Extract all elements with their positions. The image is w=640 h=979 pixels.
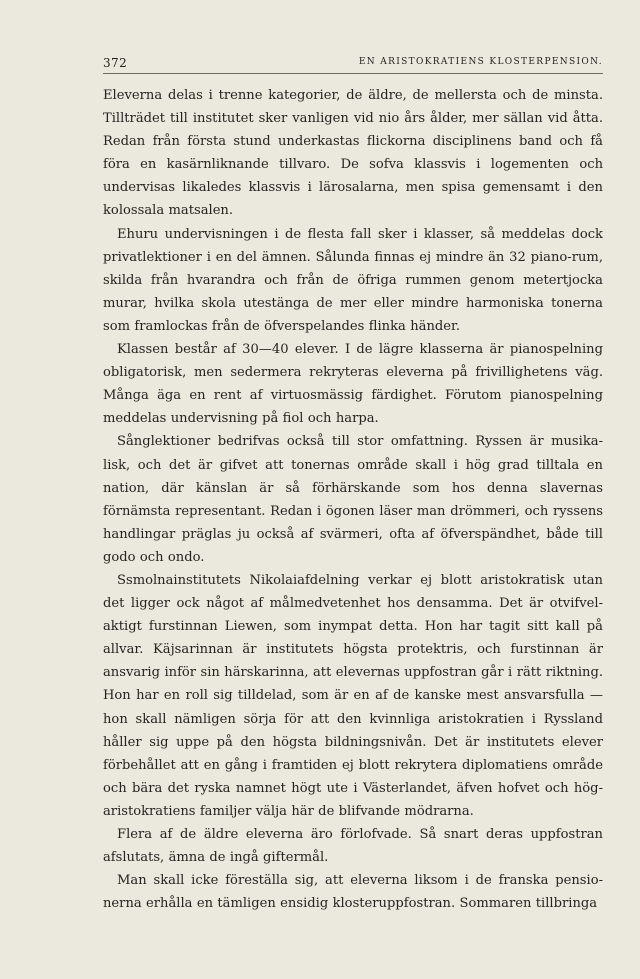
paragraph-1: Eleverna delas i trenne kategorier, de äldre, de mellersta och de minsta. Tillträdet till institutet sker vanligen vid nio års ålder, mer sällan vid åtta. Redan från första stund underkastas flickorna disciplinens band och få föra en kasärnliknande tillvaro. De sofva klassvis i logementen och undervisas likaledes klassvis i lärosalarna, men spisa gemensamt i den kolossala matsalen. [103, 88, 603, 219]
body-text [103, 84, 603, 915]
page-header [103, 53, 603, 74]
page-number: 372 [103, 56, 128, 70]
running-title: EN ARISTOKRATIENS KLOSTERPENSION. [358, 57, 603, 67]
paragraph-5: Ssmolnainstitutets Nikolaiafdelning verkar ej blott aristokratisk utan det ligger ock något af målmedvetenhet hos densamma. Det är otvifvel-aktigt furstinnan Liewen, som inympat detta. Hon har tagit sitt kall på allvar. Käjsarinnan är institutets högsta protektris, och furstinnan är ansvarig inför sin härskarinna, att elevernas uppfostran går i rätt riktning. Hon har en roll sig tilldelad, som är en af de kanske mest ansvarsfulla — hon skall nämligen sörja för att den kvinnliga aristokratien i Ryssland håller sig uppe på den högsta bildningsnivån. Det är institutets elever förbehållet att en gång i framtiden ej blott rekrytera diplomatiens område och bära det ryska namnet högt ute i Västerlandet, äfven hofvet och hög-aristokratiens familjer välja här de blifvande mödrarna. [103, 572, 603, 819]
paragraph-3: Klassen består af 30—40 elever. I de lägre klasserna är pianospelning obligatorisk, men sedermera rekryteras eleverna på frivillighetens väg. Många äga en rent af virtuosmässig färdighet. Förutom pianospelning meddelas undervisning på fiol och harpa. [103, 342, 603, 427]
paragraph-2: Ehuru undervisningen i de flesta fall sker i klasser, så meddelas dock privatlektioner i en del ämnen. Sålunda finnas ej mindre än 32 piano-rum, skilda från hvarandra och från de öfriga rummen genom metertjocka murar, hvilka skola utestänga de mer eller mindre harmoniska tonerna som framlockas från de öfverspelandes flinka händer. [103, 226, 603, 334]
paragraph-6: Flera af de äldre eleverna äro förlofvade. Så snart deras uppfostran afslutats, ämna de ingå giftermål. [103, 827, 603, 866]
paragraph-7: Man skall icke föreställa sig, att eleverna liksom i de franska pensio-nerna erhålla en tämligen ensidig klosteruppfostran. Sommaren tillbringa [103, 873, 603, 912]
paragraph-4: Sånglektioner bedrifvas också till stor omfattning. Ryssen är musika-lisk, och det är gifvet att tonernas område skall i hög grad tilltala en nation, där känslan är så förhärskande som hos denna slavernas förnämsta representant. Redan i ögonen läser man drömmeri, och ryssens handlingar präglas ju också af svärmeri, ofta af öfverspändhet, både till godo och ondo. [103, 434, 603, 565]
